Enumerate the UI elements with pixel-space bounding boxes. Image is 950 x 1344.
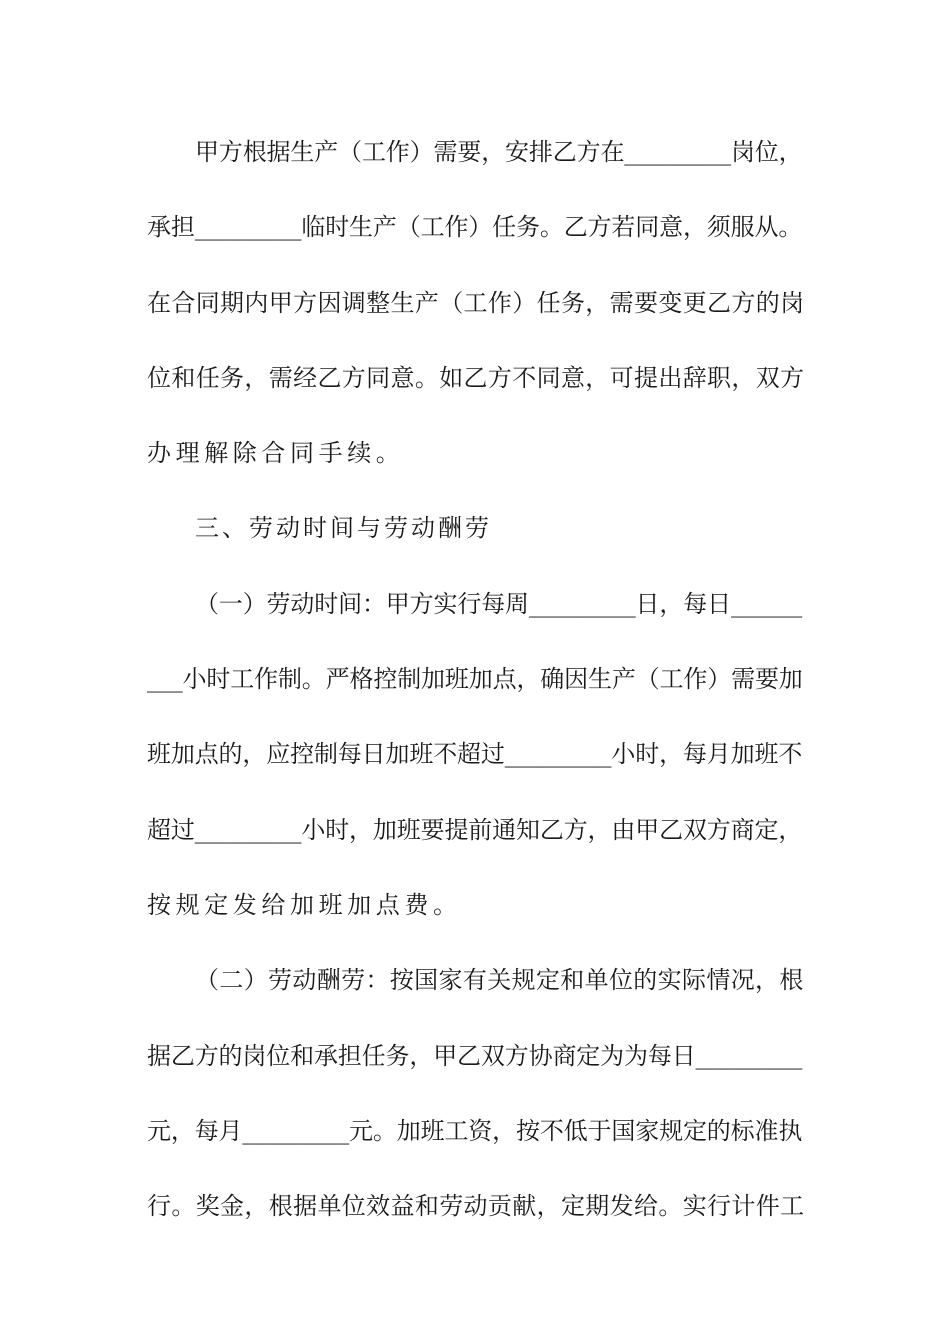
paragraph-line: 甲方根据生产（工作）需要，安排乙方在_________岗位， [195,138,803,166]
paragraph-line: 按规定发给加班加点费。 [147,890,462,919]
paragraph-line: 行。奖金，根据单位效益和劳动贡献，定期发给。实行计件工 [147,1192,805,1221]
paragraph-line: 超过_________小时，加班要提前通知乙方，由甲乙双方商定， [147,815,803,844]
section-heading: 三、劳动时间与劳动酬劳 [195,514,492,543]
paragraph-line: 元，每月_________元。加班工资，按不低于国家规定的标准执 [147,1116,803,1145]
document-body [147,128,807,1257]
paragraph-line: ___小时工作制。严格控制加班加点，确因生产（工作）需要加 [147,665,803,694]
paragraph-line: （一）劳动时间：甲方实行每周_________日，每日______ [195,589,803,618]
paragraph-line: 承担_________临时生产（工作）任务。乙方若同意，须服从。 [147,213,803,242]
paragraph-line: 位和任务，需经乙方同意。如乙方不同意，可提出辞职，双方 [147,363,805,392]
paragraph-line: 班加点的，应控制每日加班不超过_________小时，每月加班不 [147,740,803,769]
paragraph-line: 据乙方的岗位和承担任务，甲乙双方协商定为为每日_________ [147,1041,803,1070]
paragraph-line: 办理解除合同手续。 [147,439,405,468]
paragraph-line: （二）劳动酬劳：按国家有关规定和单位的实际情况，根 [195,966,804,995]
paragraph-line: 在合同期内甲方因调整生产（工作）任务，需要变更乙方的岗 [147,288,805,317]
